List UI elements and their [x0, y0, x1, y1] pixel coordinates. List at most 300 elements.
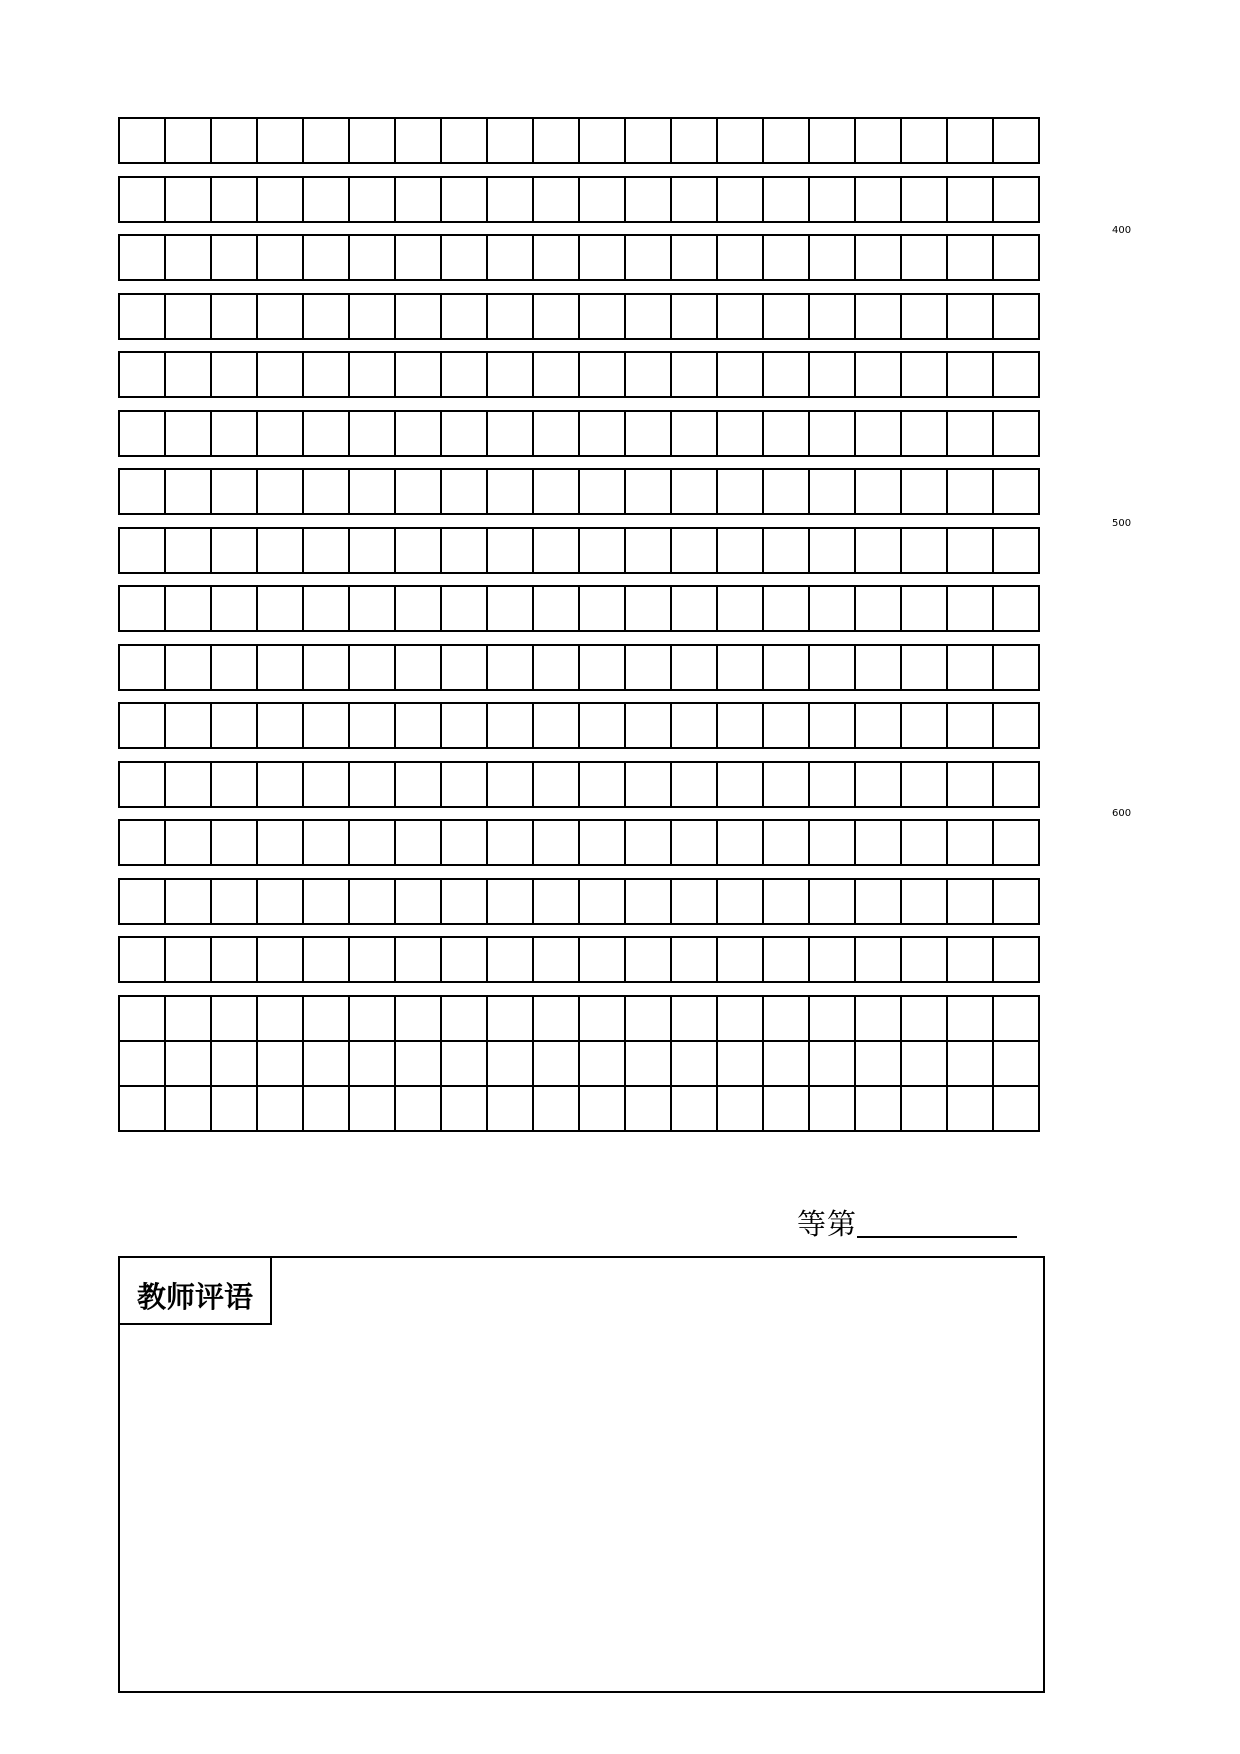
grid-cell[interactable] — [810, 470, 856, 515]
grid-cell[interactable] — [764, 1042, 810, 1087]
grid-cell[interactable] — [718, 938, 764, 983]
grid-cell[interactable] — [442, 1042, 488, 1087]
grid-cell[interactable] — [672, 1087, 718, 1132]
grid-cell[interactable] — [948, 412, 994, 457]
grid-cell[interactable] — [166, 997, 212, 1042]
grid-cell[interactable] — [994, 119, 1040, 164]
grid-cell[interactable] — [718, 529, 764, 574]
grid-cell[interactable] — [396, 353, 442, 398]
grid-cell[interactable] — [350, 1042, 396, 1087]
grid-cell[interactable] — [764, 763, 810, 808]
grid-cell[interactable] — [810, 119, 856, 164]
grid-cell[interactable] — [764, 412, 810, 457]
grid-cell[interactable] — [994, 704, 1040, 749]
grid-cell[interactable] — [948, 880, 994, 925]
grid-cell[interactable] — [258, 236, 304, 281]
grid-cell[interactable] — [212, 470, 258, 515]
grid-cell[interactable] — [534, 1087, 580, 1132]
grid-cell[interactable] — [902, 587, 948, 632]
grid-cell[interactable] — [718, 997, 764, 1042]
grid-cell[interactable] — [672, 880, 718, 925]
grid-cell[interactable] — [948, 821, 994, 866]
grid-cell[interactable] — [672, 997, 718, 1042]
grid-cell[interactable] — [948, 236, 994, 281]
grid-cell[interactable] — [534, 880, 580, 925]
grid-cell[interactable] — [120, 236, 166, 281]
grid-cell[interactable] — [672, 704, 718, 749]
grid-cell[interactable] — [396, 821, 442, 866]
grid-cell[interactable] — [948, 938, 994, 983]
grid-cell[interactable] — [718, 763, 764, 808]
grid-cell[interactable] — [856, 587, 902, 632]
grid-cell[interactable] — [902, 412, 948, 457]
grid-cell[interactable] — [764, 295, 810, 340]
grid-cell[interactable] — [626, 587, 672, 632]
grid-cell[interactable] — [856, 763, 902, 808]
grid-cell[interactable] — [718, 353, 764, 398]
grid-cell[interactable] — [350, 529, 396, 574]
grid-cell[interactable] — [442, 412, 488, 457]
grid-cell[interactable] — [258, 646, 304, 691]
grid-cell[interactable] — [396, 1087, 442, 1132]
grid-cell[interactable] — [212, 763, 258, 808]
grid-cell[interactable] — [350, 763, 396, 808]
grid-cell[interactable] — [626, 997, 672, 1042]
grid-cell[interactable] — [442, 587, 488, 632]
grid-cell[interactable] — [534, 295, 580, 340]
grid-cell[interactable] — [258, 704, 304, 749]
grid-cell[interactable] — [396, 880, 442, 925]
grid-cell[interactable] — [396, 236, 442, 281]
grid-cell[interactable] — [442, 353, 488, 398]
grid-cell[interactable] — [488, 412, 534, 457]
grid-cell[interactable] — [994, 236, 1040, 281]
grid-cell[interactable] — [580, 470, 626, 515]
grid-cell[interactable] — [672, 529, 718, 574]
grid-cell[interactable] — [166, 119, 212, 164]
grid-cell[interactable] — [626, 412, 672, 457]
grid-cell[interactable] — [304, 353, 350, 398]
grid-cell[interactable] — [534, 119, 580, 164]
grid-cell[interactable] — [304, 295, 350, 340]
grid-cell[interactable] — [442, 763, 488, 808]
grid-cell[interactable] — [212, 119, 258, 164]
grid-cell[interactable] — [120, 997, 166, 1042]
grid-cell[interactable] — [166, 353, 212, 398]
grid-cell[interactable] — [212, 997, 258, 1042]
grid-cell[interactable] — [764, 880, 810, 925]
grid-cell[interactable] — [994, 178, 1040, 223]
grid-cell[interactable] — [580, 997, 626, 1042]
grid-cell[interactable] — [902, 1042, 948, 1087]
grid-cell[interactable] — [764, 119, 810, 164]
grid-cell[interactable] — [672, 119, 718, 164]
grid-cell[interactable] — [626, 646, 672, 691]
grid-cell[interactable] — [442, 938, 488, 983]
grid-cell[interactable] — [948, 1087, 994, 1132]
grid-cell[interactable] — [718, 646, 764, 691]
grid-cell[interactable] — [672, 821, 718, 866]
grid-cell[interactable] — [350, 587, 396, 632]
grid-cell[interactable] — [212, 880, 258, 925]
grid-cell[interactable] — [764, 236, 810, 281]
grid-cell[interactable] — [488, 997, 534, 1042]
grid-cell[interactable] — [488, 704, 534, 749]
grade-blank-line[interactable] — [857, 1200, 1017, 1238]
grid-cell[interactable] — [856, 119, 902, 164]
grid-cell[interactable] — [626, 119, 672, 164]
grid-cell[interactable] — [672, 587, 718, 632]
grid-cell[interactable] — [396, 763, 442, 808]
grid-cell[interactable] — [718, 587, 764, 632]
grid-cell[interactable] — [626, 295, 672, 340]
grid-cell[interactable] — [902, 880, 948, 925]
grid-cell[interactable] — [672, 938, 718, 983]
grid-cell[interactable] — [488, 821, 534, 866]
grid-cell[interactable] — [580, 412, 626, 457]
grid-cell[interactable] — [442, 178, 488, 223]
grid-cell[interactable] — [212, 295, 258, 340]
grid-cell[interactable] — [120, 880, 166, 925]
grid-cell[interactable] — [120, 763, 166, 808]
grid-cell[interactable] — [304, 119, 350, 164]
grid-cell[interactable] — [810, 178, 856, 223]
grid-cell[interactable] — [902, 763, 948, 808]
grid-cell[interactable] — [258, 412, 304, 457]
grid-cell[interactable] — [304, 938, 350, 983]
grid-cell[interactable] — [994, 646, 1040, 691]
grid-cell[interactable] — [350, 821, 396, 866]
grid-cell[interactable] — [258, 1042, 304, 1087]
grid-cell[interactable] — [764, 821, 810, 866]
grid-cell[interactable] — [166, 763, 212, 808]
grid-cell[interactable] — [994, 880, 1040, 925]
grid-cell[interactable] — [212, 1087, 258, 1132]
grid-cell[interactable] — [488, 178, 534, 223]
grid-cell[interactable] — [580, 587, 626, 632]
grid-cell[interactable] — [580, 1087, 626, 1132]
grid-cell[interactable] — [212, 704, 258, 749]
grid-cell[interactable] — [442, 295, 488, 340]
grid-cell[interactable] — [304, 412, 350, 457]
grid-cell[interactable] — [672, 236, 718, 281]
grid-cell[interactable] — [626, 529, 672, 574]
grid-cell[interactable] — [672, 353, 718, 398]
grid-cell[interactable] — [304, 997, 350, 1042]
grid-cell[interactable] — [856, 646, 902, 691]
grid-cell[interactable] — [856, 880, 902, 925]
grid-cell[interactable] — [350, 178, 396, 223]
grid-cell[interactable] — [764, 997, 810, 1042]
grid-cell[interactable] — [948, 997, 994, 1042]
grid-cell[interactable] — [534, 821, 580, 866]
grid-cell[interactable] — [166, 470, 212, 515]
grid-cell[interactable] — [166, 704, 212, 749]
grid-cell[interactable] — [258, 295, 304, 340]
grid-cell[interactable] — [994, 587, 1040, 632]
grid-cell[interactable] — [534, 1042, 580, 1087]
grid-cell[interactable] — [948, 119, 994, 164]
grid-cell[interactable] — [212, 236, 258, 281]
grid-cell[interactable] — [442, 470, 488, 515]
grid-cell[interactable] — [350, 412, 396, 457]
grid-cell[interactable] — [994, 938, 1040, 983]
grid-cell[interactable] — [810, 763, 856, 808]
grid-cell[interactable] — [948, 529, 994, 574]
grid-cell[interactable] — [442, 1087, 488, 1132]
grid-cell[interactable] — [718, 880, 764, 925]
grid-cell[interactable] — [166, 178, 212, 223]
grid-cell[interactable] — [580, 646, 626, 691]
grid-cell[interactable] — [810, 236, 856, 281]
grid-cell[interactable] — [350, 353, 396, 398]
grid-cell[interactable] — [718, 178, 764, 223]
grid-cell[interactable] — [718, 1042, 764, 1087]
grid-cell[interactable] — [626, 178, 672, 223]
grid-cell[interactable] — [902, 1087, 948, 1132]
grid-cell[interactable] — [488, 880, 534, 925]
grid-cell[interactable] — [304, 470, 350, 515]
grid-cell[interactable] — [856, 1042, 902, 1087]
grid-cell[interactable] — [580, 353, 626, 398]
grid-cell[interactable] — [718, 295, 764, 340]
grid-cell[interactable] — [718, 412, 764, 457]
grid-cell[interactable] — [902, 646, 948, 691]
grid-cell[interactable] — [580, 821, 626, 866]
grid-cell[interactable] — [948, 470, 994, 515]
grid-cell[interactable] — [304, 1042, 350, 1087]
grid-cell[interactable] — [212, 353, 258, 398]
grid-cell[interactable] — [304, 704, 350, 749]
grid-cell[interactable] — [580, 529, 626, 574]
grid-cell[interactable] — [948, 646, 994, 691]
grid-cell[interactable] — [166, 1042, 212, 1087]
grid-cell[interactable] — [856, 412, 902, 457]
grid-cell[interactable] — [810, 1087, 856, 1132]
grid-cell[interactable] — [626, 938, 672, 983]
grid-cell[interactable] — [258, 880, 304, 925]
grid-cell[interactable] — [166, 236, 212, 281]
grid-cell[interactable] — [534, 587, 580, 632]
grid-cell[interactable] — [396, 938, 442, 983]
grid-cell[interactable] — [580, 295, 626, 340]
grid-cell[interactable] — [120, 821, 166, 866]
grid-cell[interactable] — [810, 880, 856, 925]
grid-cell[interactable] — [718, 119, 764, 164]
grid-cell[interactable] — [994, 821, 1040, 866]
grid-cell[interactable] — [304, 587, 350, 632]
grid-cell[interactable] — [810, 529, 856, 574]
grid-cell[interactable] — [718, 1087, 764, 1132]
grid-cell[interactable] — [488, 295, 534, 340]
grid-cell[interactable] — [396, 412, 442, 457]
grid-cell[interactable] — [534, 470, 580, 515]
grid-cell[interactable] — [212, 938, 258, 983]
grid-cell[interactable] — [902, 938, 948, 983]
grid-cell[interactable] — [994, 412, 1040, 457]
grid-cell[interactable] — [534, 763, 580, 808]
grid-cell[interactable] — [258, 938, 304, 983]
grid-cell[interactable] — [442, 119, 488, 164]
grid-cell[interactable] — [442, 704, 488, 749]
grid-cell[interactable] — [396, 470, 442, 515]
grid-cell[interactable] — [856, 470, 902, 515]
grid-cell[interactable] — [626, 1042, 672, 1087]
grid-cell[interactable] — [350, 704, 396, 749]
grid-cell[interactable] — [350, 646, 396, 691]
grid-cell[interactable] — [166, 412, 212, 457]
grid-cell[interactable] — [396, 646, 442, 691]
grid-cell[interactable] — [626, 1087, 672, 1132]
grid-cell[interactable] — [396, 295, 442, 340]
grid-cell[interactable] — [672, 646, 718, 691]
grid-cell[interactable] — [350, 119, 396, 164]
grid-cell[interactable] — [488, 1042, 534, 1087]
grid-cell[interactable] — [810, 646, 856, 691]
grid-cell[interactable] — [166, 938, 212, 983]
grid-cell[interactable] — [626, 704, 672, 749]
grid-cell[interactable] — [442, 997, 488, 1042]
grid-cell[interactable] — [856, 704, 902, 749]
grid-cell[interactable] — [672, 178, 718, 223]
grid-cell[interactable] — [442, 880, 488, 925]
grid-cell[interactable] — [258, 353, 304, 398]
grid-cell[interactable] — [120, 119, 166, 164]
grid-cell[interactable] — [626, 236, 672, 281]
grid-cell[interactable] — [488, 646, 534, 691]
grid-cell[interactable] — [718, 821, 764, 866]
grid-cell[interactable] — [212, 529, 258, 574]
grid-cell[interactable] — [120, 646, 166, 691]
grid-cell[interactable] — [120, 938, 166, 983]
grid-cell[interactable] — [166, 295, 212, 340]
grid-cell[interactable] — [166, 821, 212, 866]
grid-cell[interactable] — [304, 763, 350, 808]
grid-cell[interactable] — [856, 821, 902, 866]
grid-cell[interactable] — [534, 529, 580, 574]
grid-cell[interactable] — [580, 178, 626, 223]
grid-cell[interactable] — [856, 353, 902, 398]
grid-cell[interactable] — [350, 938, 396, 983]
grid-cell[interactable] — [396, 704, 442, 749]
grid-cell[interactable] — [258, 119, 304, 164]
grid-cell[interactable] — [764, 646, 810, 691]
grid-cell[interactable] — [810, 1042, 856, 1087]
grid-cell[interactable] — [948, 587, 994, 632]
grid-cell[interactable] — [764, 938, 810, 983]
grid-cell[interactable] — [902, 119, 948, 164]
grid-cell[interactable] — [396, 529, 442, 574]
grid-cell[interactable] — [994, 295, 1040, 340]
grid-cell[interactable] — [580, 763, 626, 808]
grid-cell[interactable] — [442, 821, 488, 866]
grid-cell[interactable] — [718, 236, 764, 281]
grid-cell[interactable] — [212, 821, 258, 866]
grid-cell[interactable] — [120, 295, 166, 340]
grid-cell[interactable] — [304, 1087, 350, 1132]
grid-cell[interactable] — [626, 470, 672, 515]
grid-cell[interactable] — [856, 178, 902, 223]
grid-cell[interactable] — [120, 178, 166, 223]
grid-cell[interactable] — [212, 646, 258, 691]
grid-cell[interactable] — [304, 236, 350, 281]
grid-cell[interactable] — [258, 763, 304, 808]
grid-cell[interactable] — [810, 295, 856, 340]
grid-cell[interactable] — [350, 997, 396, 1042]
grid-cell[interactable] — [212, 178, 258, 223]
grid-cell[interactable] — [810, 938, 856, 983]
grid-cell[interactable] — [672, 1042, 718, 1087]
grid-cell[interactable] — [488, 353, 534, 398]
grid-cell[interactable] — [764, 470, 810, 515]
grid-cell[interactable] — [166, 587, 212, 632]
grid-cell[interactable] — [120, 1087, 166, 1132]
grid-cell[interactable] — [534, 938, 580, 983]
grid-cell[interactable] — [534, 353, 580, 398]
grid-cell[interactable] — [488, 470, 534, 515]
grid-cell[interactable] — [580, 119, 626, 164]
grid-cell[interactable] — [856, 938, 902, 983]
grid-cell[interactable] — [488, 119, 534, 164]
grid-cell[interactable] — [672, 763, 718, 808]
grid-cell[interactable] — [902, 178, 948, 223]
grid-cell[interactable] — [396, 997, 442, 1042]
grid-cell[interactable] — [580, 938, 626, 983]
grid-cell[interactable] — [948, 178, 994, 223]
grid-cell[interactable] — [810, 353, 856, 398]
grid-cell[interactable] — [902, 997, 948, 1042]
grid-cell[interactable] — [166, 880, 212, 925]
grid-cell[interactable] — [442, 236, 488, 281]
grid-cell[interactable] — [948, 704, 994, 749]
grid-cell[interactable] — [580, 1042, 626, 1087]
grid-cell[interactable] — [212, 587, 258, 632]
grid-cell[interactable] — [764, 704, 810, 749]
grid-cell[interactable] — [672, 470, 718, 515]
grid-cell[interactable] — [120, 529, 166, 574]
grid-cell[interactable] — [994, 1087, 1040, 1132]
grid-cell[interactable] — [488, 529, 534, 574]
grid-cell[interactable] — [304, 821, 350, 866]
grid-cell[interactable] — [534, 997, 580, 1042]
grid-cell[interactable] — [994, 470, 1040, 515]
grid-cell[interactable] — [718, 470, 764, 515]
grid-cell[interactable] — [534, 704, 580, 749]
grid-cell[interactable] — [258, 1087, 304, 1132]
grid-cell[interactable] — [396, 119, 442, 164]
grid-cell[interactable] — [856, 529, 902, 574]
grid-cell[interactable] — [442, 646, 488, 691]
grid-cell[interactable] — [258, 821, 304, 866]
grid-cell[interactable] — [304, 529, 350, 574]
grid-cell[interactable] — [856, 295, 902, 340]
grid-cell[interactable] — [810, 821, 856, 866]
grid-cell[interactable] — [166, 529, 212, 574]
grid-cell[interactable] — [672, 412, 718, 457]
grid-cell[interactable] — [212, 1042, 258, 1087]
grid-cell[interactable] — [304, 178, 350, 223]
grid-cell[interactable] — [166, 646, 212, 691]
grid-cell[interactable] — [764, 529, 810, 574]
grid-cell[interactable] — [534, 236, 580, 281]
grid-cell[interactable] — [304, 646, 350, 691]
grid-cell[interactable] — [350, 295, 396, 340]
grid-cell[interactable] — [350, 1087, 396, 1132]
grid-cell[interactable] — [534, 412, 580, 457]
grid-cell[interactable] — [948, 295, 994, 340]
grid-cell[interactable] — [258, 470, 304, 515]
grid-cell[interactable] — [534, 178, 580, 223]
